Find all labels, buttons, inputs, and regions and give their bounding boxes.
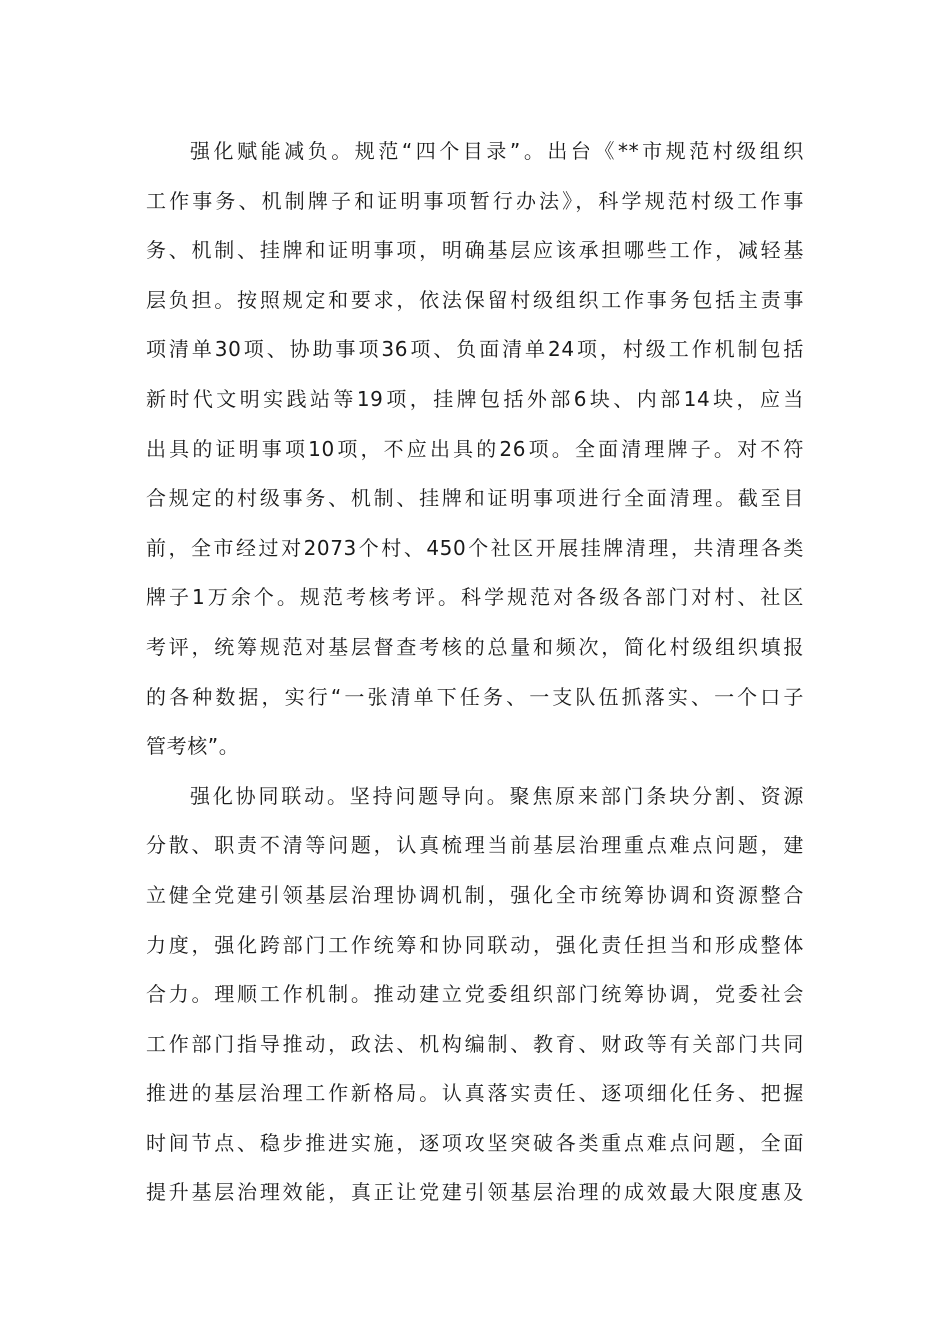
paragraph-line: 立健全党建引领基层治理协调机制，强化全市统筹协调和资源整合 bbox=[146, 882, 804, 907]
paragraph-coordination bbox=[146, 772, 804, 1218]
paragraph-line: 强化赋能减负。规范“四个目录”。出台《**市规范村级组织 bbox=[190, 139, 804, 163]
paragraph-line: 工作部门指导推动，政法、机构编制、教育、财政等有关部门共同 bbox=[146, 1031, 804, 1056]
paragraph-line: 时间节点、稳步推进实施，逐项攻坚突破各类重点难点问题，全面 bbox=[146, 1130, 804, 1155]
paragraph-line: 工作事务、机制牌子和证明事项暂行办法》，科学规范村级工作事 bbox=[146, 188, 804, 213]
paragraph-line: 合力。理顺工作机制。推动建立党委组织部门统筹协调，党委社会 bbox=[146, 982, 804, 1007]
paragraph-line: 强化协同联动。坚持问题导向。聚焦原来部门条块分割、资源 bbox=[190, 783, 804, 808]
paragraph-line: 合规定的村级事务、机制、挂牌和证明事项进行全面清理。截至目 bbox=[146, 486, 804, 511]
paragraph-reduce-burden bbox=[146, 127, 804, 772]
paragraph-line: 牌子1万余个。规范考核考评。科学规范对各级各部门对村、社区 bbox=[146, 585, 804, 610]
paragraph-line: 力度，强化跨部门工作统筹和协同联动，强化责任担当和形成整体 bbox=[146, 932, 804, 957]
paragraph-line: 分散、职责不清等问题，认真梳理当前基层治理重点难点问题，建 bbox=[146, 833, 804, 858]
paragraph-line: 出具的证明事项10项，不应出具的26项。全面清理牌子。对不符 bbox=[146, 436, 804, 461]
paragraph-line: 推进的基层治理工作新格局。认真落实责任、逐项细化任务、把握 bbox=[146, 1081, 804, 1106]
paragraph-line: 管考核”。 bbox=[146, 734, 240, 759]
paragraph-line: 考评，统筹规范对基层督查考核的总量和频次，简化村级组织填报 bbox=[146, 634, 804, 659]
paragraph-line: 新时代文明实践站等19项，挂牌包括外部6块、内部14块，应当 bbox=[146, 386, 804, 411]
paragraph-line: 的各种数据，实行“一张清单下任务、一支队伍抓落实、一个口子 bbox=[146, 684, 804, 709]
paragraph-line: 前，全市经过对2073个村、450个社区开展挂牌清理，共清理各类 bbox=[146, 535, 804, 560]
paragraph-line: 提升基层治理效能，真正让党建引领基层治理的成效最大限度惠及 bbox=[146, 1180, 804, 1205]
paragraph-line: 层负担。按照规定和要求，依法保留村级组织工作事务包括主责事 bbox=[146, 287, 804, 312]
paragraph-line: 项清单30项、协助事项36项、负面清单24项，村级工作机制包括 bbox=[146, 337, 804, 362]
document-body bbox=[146, 127, 804, 1218]
paragraph-line: 务、机制、挂牌和证明事项，明确基层应该承担哪些工作，减轻基 bbox=[146, 238, 804, 263]
